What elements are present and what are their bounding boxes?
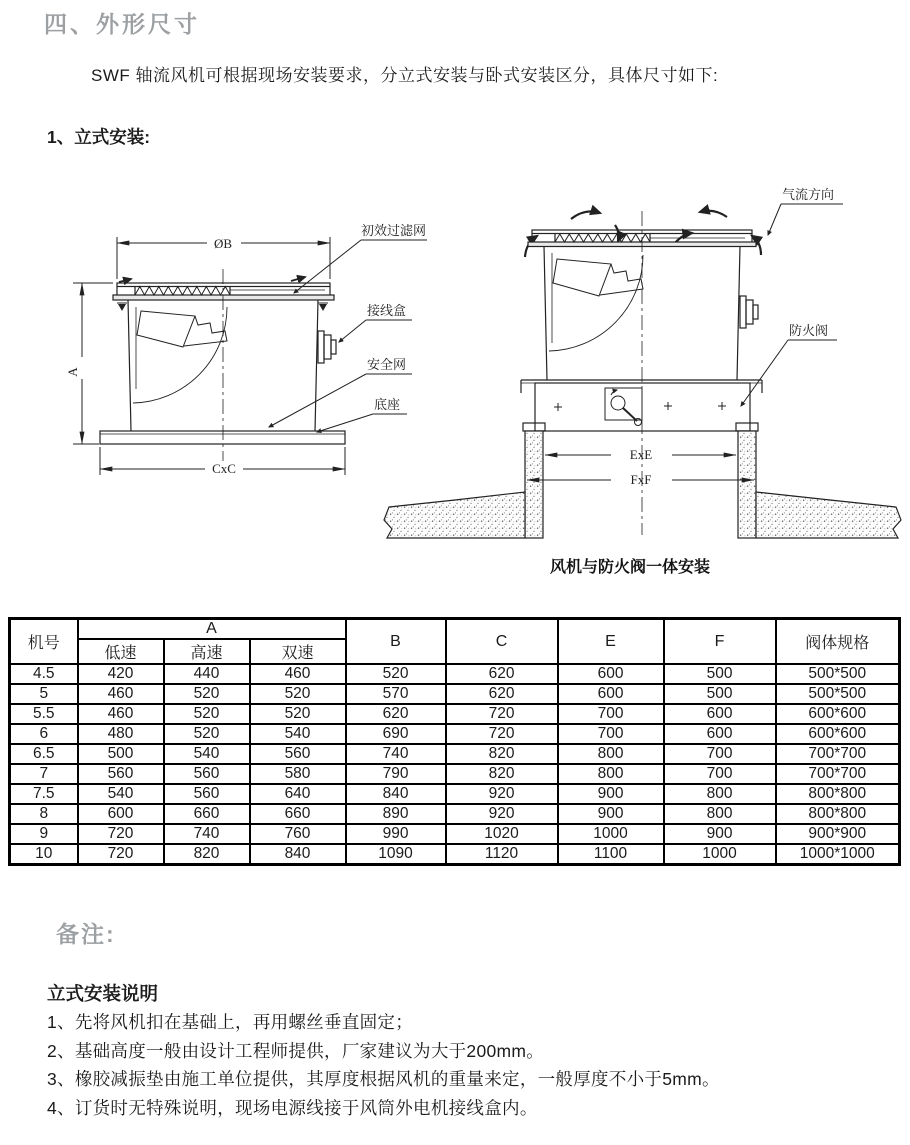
- table-cell: 820: [164, 844, 250, 865]
- table-cell: 1090: [346, 844, 446, 865]
- table-cell: 540: [250, 724, 346, 744]
- table-cell: 500*500: [776, 664, 900, 684]
- table-cell: 700*700: [776, 744, 900, 764]
- label-safety-net: 安全网: [367, 357, 407, 372]
- table-cell: 700: [558, 724, 664, 744]
- table-cell: 890: [346, 804, 446, 824]
- table-cell: 720: [78, 824, 164, 844]
- table-cell: 7: [10, 764, 78, 784]
- table-cell: 920: [446, 784, 558, 804]
- table-cell: 700: [664, 744, 776, 764]
- table-cell: 720: [446, 724, 558, 744]
- table-cell: 7.5: [10, 784, 78, 804]
- table-cell: 760: [250, 824, 346, 844]
- label-airflow: 气流方向: [782, 187, 835, 202]
- table-section: [8, 617, 900, 866]
- table-cell: 740: [164, 824, 250, 844]
- table-cell: 540: [164, 744, 250, 764]
- table-cell: 900: [558, 784, 664, 804]
- col-header-valve: 阀体规格: [776, 619, 900, 665]
- table-cell: 600: [664, 724, 776, 744]
- table-cell: 8: [10, 804, 78, 824]
- diagram-area: [0, 183, 910, 598]
- table-row: [10, 764, 900, 784]
- table-cell: 440: [164, 664, 250, 684]
- table-cell: 600: [78, 804, 164, 824]
- table-cell: 1000*1000: [776, 844, 900, 865]
- label-base: 底座: [374, 397, 401, 412]
- section-title: 四、外形尺寸: [44, 11, 200, 37]
- table-cell: 800: [664, 804, 776, 824]
- table-cell: 500*500: [776, 684, 900, 704]
- table-cell: 500: [664, 664, 776, 684]
- subsection-title: 1、立式安装:: [47, 127, 151, 147]
- col-header-model: 机号: [10, 619, 78, 665]
- table-cell: 480: [78, 724, 164, 744]
- table-row: [10, 684, 900, 704]
- table-cell: 460: [78, 704, 164, 724]
- table-row: [10, 804, 900, 824]
- table-cell: 560: [164, 764, 250, 784]
- dimension-table-body: [10, 664, 900, 865]
- table-cell: 800: [558, 764, 664, 784]
- table-cell: 900: [664, 824, 776, 844]
- table-cell: 580: [250, 764, 346, 784]
- table-cell: 700*700: [776, 764, 900, 784]
- note-item: 1、先将风机扣在基础上，再用螺丝垂直固定；: [47, 1012, 414, 1032]
- table-row: [10, 664, 900, 684]
- fire-damper-section: [521, 380, 762, 431]
- table-cell: 1000: [664, 844, 776, 865]
- diagram-caption: 风机与防火阀一体安装: [549, 559, 710, 576]
- damper-callout: [741, 340, 837, 406]
- table-cell: 900: [558, 804, 664, 824]
- table-row: [10, 724, 900, 744]
- col-header-f: F: [664, 619, 776, 665]
- dim-label-fxf: FxF: [630, 472, 652, 487]
- subcol-low-speed: 低速: [78, 639, 164, 664]
- table-cell: 520: [346, 664, 446, 684]
- table-cell: 460: [78, 684, 164, 704]
- table-cell: 640: [250, 784, 346, 804]
- table-cell: 800: [664, 784, 776, 804]
- table-cell: 660: [164, 804, 250, 824]
- table-cell: 520: [164, 724, 250, 744]
- table-cell: 990: [346, 824, 446, 844]
- table-cell: 520: [164, 704, 250, 724]
- table-row: [10, 844, 900, 865]
- table-cell: 9: [10, 824, 78, 844]
- table-cell: 620: [446, 684, 558, 704]
- table-cell: 820: [446, 744, 558, 764]
- table-cell: 700: [558, 704, 664, 724]
- table-cell: 620: [346, 704, 446, 724]
- subcol-high-speed: 高速: [164, 639, 250, 664]
- table-cell: 520: [250, 704, 346, 724]
- table-cell: 800*800: [776, 784, 900, 804]
- table-cell: 5.5: [10, 704, 78, 724]
- label-junction-box: 接线盒: [367, 303, 407, 318]
- dim-label-cxc: CxC: [212, 461, 236, 476]
- col-header-c: C: [446, 619, 558, 665]
- table-cell: 1120: [446, 844, 558, 865]
- table-cell: 690: [346, 724, 446, 744]
- table-cell: 10: [10, 844, 78, 865]
- table-cell: 1020: [446, 824, 558, 844]
- table-cell: 500: [78, 744, 164, 764]
- table-cell: 790: [346, 764, 446, 784]
- table-cell: 600: [664, 704, 776, 724]
- damper-install-diagram: [375, 183, 910, 545]
- label-filter: 初效过滤网: [361, 223, 427, 238]
- table-cell: 840: [250, 844, 346, 865]
- table-cell: 460: [250, 664, 346, 684]
- table-cell: 1100: [558, 844, 664, 865]
- table-cell: 720: [446, 704, 558, 724]
- table-cell: 660: [250, 804, 346, 824]
- fan-outline: [100, 277, 345, 444]
- table-cell: 560: [250, 744, 346, 764]
- table-cell: 560: [78, 764, 164, 784]
- notes-title: 备注:: [56, 921, 116, 947]
- table-cell: 900*900: [776, 824, 900, 844]
- table-cell: 920: [446, 804, 558, 824]
- table-cell: 740: [346, 744, 446, 764]
- table-cell: 420: [78, 664, 164, 684]
- table-cell: 800*800: [776, 804, 900, 824]
- note-item: 4、订货时无特殊说明，现场电源线接于风筒外电机接线盒内。: [47, 1097, 538, 1118]
- dimension-table: [8, 617, 901, 866]
- table-cell: 520: [250, 684, 346, 704]
- table-row: [10, 744, 900, 764]
- table-cell: 600: [558, 684, 664, 704]
- table-cell: 700: [664, 764, 776, 784]
- notes-list: [47, 1008, 720, 1122]
- subcol-dual-speed: 双速: [250, 639, 346, 664]
- table-cell: 600: [558, 664, 664, 684]
- table-cell: 600*600: [776, 724, 900, 744]
- table-cell: 600*600: [776, 704, 900, 724]
- table-cell: 620: [446, 664, 558, 684]
- dim-label-ob: ØB: [213, 236, 233, 251]
- table-cell: 1000: [558, 824, 664, 844]
- note-item: 3、橡胶减振垫由施工单位提供，其厚度根据风机的重量来定，一般厚度不小于5mm。: [47, 1069, 720, 1089]
- dim-label-exe: ExE: [629, 447, 653, 462]
- table-cell: 520: [164, 684, 250, 704]
- table-row: [10, 704, 900, 724]
- col-header-e: E: [558, 619, 664, 665]
- table-cell: 570: [346, 684, 446, 704]
- table-cell: 540: [78, 784, 164, 804]
- table-cell: 4.5: [10, 664, 78, 684]
- dim-label-a: A: [65, 367, 80, 377]
- table-row: [10, 824, 900, 844]
- airflow-callout: [768, 204, 843, 235]
- intro-text: SWF 轴流风机可根据现场安装要求，分立式安装与卧式安装区分，具体尺寸如下:: [91, 66, 719, 85]
- table-cell: 6: [10, 724, 78, 744]
- table-cell: 720: [78, 844, 164, 865]
- col-header-a: A: [78, 619, 346, 640]
- table-cell: 500: [664, 684, 776, 704]
- table-cell: 820: [446, 764, 558, 784]
- table-cell: 560: [164, 784, 250, 804]
- table-cell: 6.5: [10, 744, 78, 764]
- col-header-b: B: [346, 619, 446, 665]
- fan-outline-right: [528, 230, 758, 380]
- table-cell: 800: [558, 744, 664, 764]
- table-row: [10, 784, 900, 804]
- notes-subtitle: 立式安装说明: [47, 983, 159, 1004]
- dim-a: [73, 283, 113, 444]
- table-cell: 5: [10, 684, 78, 704]
- table-cell: 840: [346, 784, 446, 804]
- table-header: [10, 619, 900, 665]
- label-fire-damper: 防火阀: [789, 323, 829, 338]
- note-item: 2、基础高度一般由设计工程师提供，厂家建议为大于200mm。: [47, 1040, 545, 1061]
